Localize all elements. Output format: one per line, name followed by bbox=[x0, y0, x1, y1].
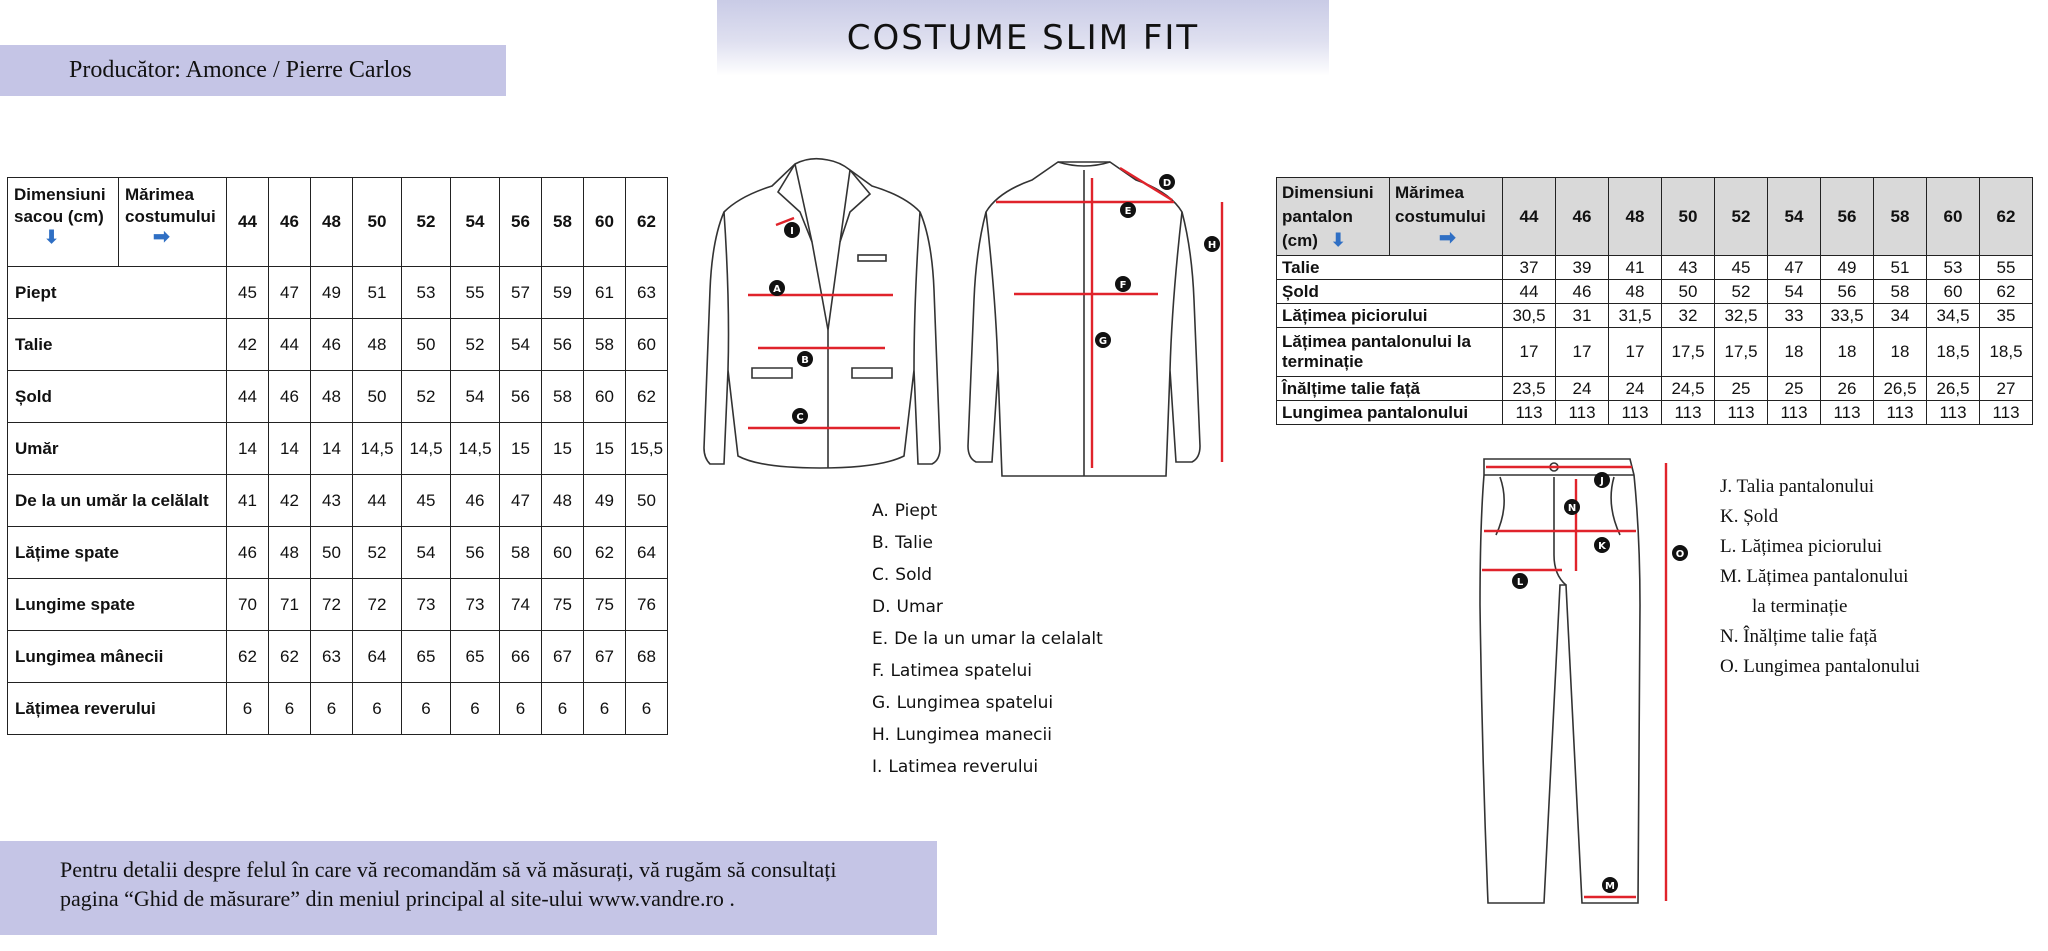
table-cell: 41 bbox=[1609, 256, 1662, 280]
legend-text: Latimea reverului bbox=[888, 757, 1039, 777]
table-cell: 52 bbox=[353, 527, 402, 579]
table-cell: 6 bbox=[311, 683, 353, 735]
table-cell: 64 bbox=[353, 631, 402, 683]
legend-letter: G. bbox=[872, 693, 891, 713]
table-cell: 42 bbox=[269, 475, 311, 527]
legend-item bbox=[872, 687, 1103, 719]
table-row bbox=[1277, 304, 2033, 328]
marker-label: O bbox=[1675, 549, 1685, 560]
marker-label: A bbox=[773, 284, 781, 295]
table-cell: 50 bbox=[1662, 280, 1715, 304]
legend-text: Latimea spatelui bbox=[890, 661, 1032, 681]
jacket-front-diagram bbox=[700, 150, 950, 480]
row-label: Talie bbox=[8, 319, 227, 371]
table-cell: 62 bbox=[269, 631, 311, 683]
table-cell: 46 bbox=[227, 527, 269, 579]
table-cell: 6 bbox=[584, 683, 626, 735]
row-label: Lungime spate bbox=[8, 579, 227, 631]
marker-label: C bbox=[796, 412, 804, 423]
jacket-size-table bbox=[7, 177, 668, 735]
legend-letter: H. bbox=[872, 725, 890, 745]
table-cell: 32,5 bbox=[1715, 304, 1768, 328]
arrow-right-icon: ➡ bbox=[153, 226, 170, 248]
table-cell: 53 bbox=[1927, 256, 1980, 280]
legend-letter: I. bbox=[872, 757, 883, 777]
table-cell: 113 bbox=[1503, 401, 1556, 425]
table-cell: 24 bbox=[1556, 377, 1609, 401]
table-cell: 50 bbox=[353, 371, 402, 423]
legend-letter: B. bbox=[872, 533, 890, 553]
table-cell: 18 bbox=[1874, 328, 1927, 377]
table-row bbox=[1277, 256, 2033, 280]
legend-item: O. Lungimea pantalonului bbox=[1720, 656, 1920, 677]
page-title: COSTUME SLIM FIT bbox=[846, 18, 1200, 58]
table-cell: 60 bbox=[542, 527, 584, 579]
table-cell: 48 bbox=[542, 475, 584, 527]
row-label: Șold bbox=[8, 371, 227, 423]
table-cell: 45 bbox=[1715, 256, 1768, 280]
table-cell: 46 bbox=[269, 371, 311, 423]
table-cell: 49 bbox=[311, 267, 353, 319]
table-cell: 51 bbox=[353, 267, 402, 319]
size-header: 48 bbox=[311, 178, 353, 267]
table-cell: 52 bbox=[451, 319, 500, 371]
table-cell: 62 bbox=[227, 631, 269, 683]
table-cell: 58 bbox=[542, 371, 584, 423]
marker-label: D bbox=[1162, 178, 1172, 189]
table-cell: 64 bbox=[626, 527, 668, 579]
table-cell: 14,5 bbox=[451, 423, 500, 475]
marker-label: E bbox=[1124, 206, 1132, 217]
table-cell: 113 bbox=[1927, 401, 1980, 425]
table-cell: 47 bbox=[1768, 256, 1821, 280]
table-cell: 24,5 bbox=[1662, 377, 1715, 401]
table-cell: 44 bbox=[269, 319, 311, 371]
arrow-down-icon: ⬇ bbox=[1330, 230, 1346, 250]
table-cell: 33 bbox=[1768, 304, 1821, 328]
table-cell: 33,5 bbox=[1821, 304, 1874, 328]
table-cell: 30,5 bbox=[1503, 304, 1556, 328]
legend-letter: D. bbox=[872, 597, 891, 617]
note-line: pagina “Ghid de măsurare” din meniul principal al site-ului www.vandre.ro . bbox=[60, 886, 735, 911]
table-cell: 48 bbox=[353, 319, 402, 371]
table-cell: 70 bbox=[227, 579, 269, 631]
pants-table-body bbox=[1277, 256, 2033, 425]
size-header: 44 bbox=[1503, 178, 1556, 256]
size-header: 52 bbox=[402, 178, 451, 267]
jacket-table-header bbox=[8, 178, 668, 267]
table-cell: 113 bbox=[1874, 401, 1927, 425]
table-cell: 56 bbox=[500, 371, 542, 423]
table-cell: 54 bbox=[500, 319, 542, 371]
table-cell: 15 bbox=[584, 423, 626, 475]
legend-letter: E. bbox=[872, 629, 889, 649]
table-cell: 50 bbox=[402, 319, 451, 371]
table-cell: 17 bbox=[1556, 328, 1609, 377]
row-label: Lățime spate bbox=[8, 527, 227, 579]
jacket-table-body bbox=[8, 267, 668, 735]
row-label: Lățimea reverului bbox=[8, 683, 227, 735]
legend-letter: A. bbox=[872, 501, 889, 521]
table-cell: 6 bbox=[227, 683, 269, 735]
table-cell: 48 bbox=[311, 371, 353, 423]
legend-text: De la un umar la celalalt bbox=[894, 629, 1103, 649]
table-cell: 59 bbox=[542, 267, 584, 319]
jacket-back-diagram bbox=[960, 150, 1240, 480]
table-cell: 65 bbox=[451, 631, 500, 683]
table-row bbox=[8, 475, 668, 527]
table-row bbox=[1277, 377, 2033, 401]
legend-item: N. Înălțime talie față bbox=[1720, 626, 1878, 647]
table-cell: 26,5 bbox=[1874, 377, 1927, 401]
marker-label: I bbox=[790, 226, 794, 237]
table-cell: 113 bbox=[1715, 401, 1768, 425]
jacket-measure-legend bbox=[872, 495, 1103, 783]
legend-item bbox=[872, 719, 1103, 751]
table-cell: 25 bbox=[1768, 377, 1821, 401]
marker-label: B bbox=[801, 355, 809, 366]
legend-item bbox=[872, 559, 1103, 591]
pants-dimension-header: Dimensiuni pantalon (cm) ⬇ bbox=[1277, 178, 1390, 256]
table-cell: 60 bbox=[1927, 280, 1980, 304]
marker-label: K bbox=[1598, 541, 1606, 552]
table-cell: 58 bbox=[584, 319, 626, 371]
table-cell: 44 bbox=[353, 475, 402, 527]
table-cell: 14 bbox=[227, 423, 269, 475]
legend-item: la terminație bbox=[1752, 596, 1848, 617]
jacket-dimension-header: Dimensiuni sacou (cm) ⬇ bbox=[8, 178, 119, 267]
pants-size-table bbox=[1276, 177, 2033, 425]
table-cell: 113 bbox=[1662, 401, 1715, 425]
size-header: 60 bbox=[1927, 178, 1980, 256]
title-banner bbox=[717, 0, 1329, 76]
table-cell: 43 bbox=[1662, 256, 1715, 280]
table-cell: 68 bbox=[626, 631, 668, 683]
table-cell: 44 bbox=[227, 371, 269, 423]
legend-text: Umar bbox=[896, 597, 943, 617]
table-row bbox=[8, 683, 668, 735]
row-label: De la un umăr la celălalt bbox=[8, 475, 227, 527]
marker-label: G bbox=[1098, 336, 1108, 347]
table-cell: 42 bbox=[227, 319, 269, 371]
size-header: 52 bbox=[1715, 178, 1768, 256]
table-cell: 52 bbox=[402, 371, 451, 423]
table-cell: 46 bbox=[1556, 280, 1609, 304]
table-row bbox=[8, 527, 668, 579]
table-cell: 62 bbox=[584, 527, 626, 579]
table-cell: 48 bbox=[269, 527, 311, 579]
size-header: 54 bbox=[451, 178, 500, 267]
measurement-guide-note bbox=[0, 841, 937, 935]
table-cell: 26,5 bbox=[1927, 377, 1980, 401]
row-label: Talie bbox=[1277, 256, 1503, 280]
table-cell: 37 bbox=[1503, 256, 1556, 280]
legend-text: Lungimea spatelui bbox=[896, 693, 1054, 713]
legend-item: J. Talia pantalonului bbox=[1720, 476, 1874, 497]
table-cell: 49 bbox=[1821, 256, 1874, 280]
note-line: Pentru detalii despre felul în care vă recomandăm să vă măsurați, vă rugăm să consultați bbox=[60, 857, 837, 882]
legend-text: Piept bbox=[894, 501, 938, 521]
table-cell: 51 bbox=[1874, 256, 1927, 280]
table-cell: 75 bbox=[584, 579, 626, 631]
size-header: 60 bbox=[584, 178, 626, 267]
arrow-right-icon: ➡ bbox=[1439, 227, 1456, 249]
table-cell: 27 bbox=[1980, 377, 2033, 401]
size-header: 50 bbox=[1662, 178, 1715, 256]
table-row bbox=[1277, 280, 2033, 304]
table-cell: 6 bbox=[542, 683, 584, 735]
table-cell: 39 bbox=[1556, 256, 1609, 280]
size-header: 62 bbox=[1980, 178, 2033, 256]
marker-label: F bbox=[1119, 280, 1127, 291]
table-cell: 15 bbox=[542, 423, 584, 475]
legend-letter: F. bbox=[872, 661, 885, 681]
table-cell: 67 bbox=[584, 631, 626, 683]
table-cell: 6 bbox=[402, 683, 451, 735]
table-cell: 71 bbox=[269, 579, 311, 631]
legend-letter: C. bbox=[872, 565, 890, 585]
row-label: Lățimea piciorului bbox=[1277, 304, 1503, 328]
table-cell: 18,5 bbox=[1980, 328, 2033, 377]
legend-item bbox=[872, 623, 1103, 655]
table-cell: 45 bbox=[227, 267, 269, 319]
table-cell: 15,5 bbox=[626, 423, 668, 475]
size-header: 56 bbox=[500, 178, 542, 267]
arrow-down-icon: ⬇ bbox=[44, 227, 60, 247]
table-cell: 61 bbox=[584, 267, 626, 319]
table-row bbox=[1277, 328, 2033, 377]
pants-size-header: Mărimea costumului ➡ bbox=[1390, 178, 1503, 256]
row-label: Lățimea pantalonului la terminație bbox=[1277, 328, 1503, 377]
legend-text: Talie bbox=[895, 533, 933, 553]
marker-label: H bbox=[1207, 240, 1217, 251]
row-label: Lungimea pantalonului bbox=[1277, 401, 1503, 425]
marker-label: M bbox=[1605, 881, 1615, 892]
legend-text: Lungimea manecii bbox=[895, 725, 1052, 745]
table-cell: 56 bbox=[451, 527, 500, 579]
table-cell: 74 bbox=[500, 579, 542, 631]
pants-table-header bbox=[1277, 178, 2033, 256]
table-cell: 25 bbox=[1715, 377, 1768, 401]
size-header: 46 bbox=[1556, 178, 1609, 256]
marker-label: N bbox=[1567, 503, 1577, 514]
table-cell: 14 bbox=[311, 423, 353, 475]
size-header: 44 bbox=[227, 178, 269, 267]
table-cell: 65 bbox=[402, 631, 451, 683]
size-header: 56 bbox=[1821, 178, 1874, 256]
table-cell: 46 bbox=[311, 319, 353, 371]
row-label: Șold bbox=[1277, 280, 1503, 304]
table-cell: 26 bbox=[1821, 377, 1874, 401]
table-row bbox=[8, 579, 668, 631]
pants-measure-legend bbox=[1720, 472, 1920, 682]
table-cell: 18 bbox=[1768, 328, 1821, 377]
table-cell: 72 bbox=[311, 579, 353, 631]
table-row bbox=[8, 423, 668, 475]
row-label: Piept bbox=[8, 267, 227, 319]
table-cell: 41 bbox=[227, 475, 269, 527]
legend-item bbox=[872, 655, 1103, 687]
table-cell: 14,5 bbox=[402, 423, 451, 475]
table-cell: 14 bbox=[269, 423, 311, 475]
pants-diagram bbox=[1470, 455, 1700, 915]
table-cell: 60 bbox=[584, 371, 626, 423]
table-cell: 6 bbox=[500, 683, 542, 735]
table-cell: 47 bbox=[500, 475, 542, 527]
table-cell: 55 bbox=[1980, 256, 2033, 280]
table-cell: 72 bbox=[353, 579, 402, 631]
table-cell: 48 bbox=[1609, 280, 1662, 304]
table-cell: 31 bbox=[1556, 304, 1609, 328]
table-cell: 113 bbox=[1821, 401, 1874, 425]
size-header: 58 bbox=[1874, 178, 1927, 256]
table-cell: 17 bbox=[1503, 328, 1556, 377]
table-cell: 17 bbox=[1609, 328, 1662, 377]
table-cell: 45 bbox=[402, 475, 451, 527]
table-cell: 32 bbox=[1662, 304, 1715, 328]
table-cell: 17,5 bbox=[1662, 328, 1715, 377]
table-cell: 54 bbox=[451, 371, 500, 423]
table-cell: 6 bbox=[269, 683, 311, 735]
table-cell: 46 bbox=[451, 475, 500, 527]
table-cell: 50 bbox=[311, 527, 353, 579]
table-cell: 73 bbox=[402, 579, 451, 631]
table-cell: 50 bbox=[626, 475, 668, 527]
table-row bbox=[8, 319, 668, 371]
table-cell: 75 bbox=[542, 579, 584, 631]
table-cell: 17,5 bbox=[1715, 328, 1768, 377]
producer-label: Producător: Amonce / Pierre Carlos bbox=[0, 45, 506, 96]
table-cell: 35 bbox=[1980, 304, 2033, 328]
size-header: 58 bbox=[542, 178, 584, 267]
table-cell: 44 bbox=[1503, 280, 1556, 304]
table-row bbox=[8, 371, 668, 423]
size-header: 48 bbox=[1609, 178, 1662, 256]
marker-label: L bbox=[1516, 577, 1524, 588]
marker-label: J bbox=[1600, 476, 1604, 487]
table-cell: 66 bbox=[500, 631, 542, 683]
table-cell: 53 bbox=[402, 267, 451, 319]
legend-item bbox=[872, 751, 1103, 783]
row-label: Lungimea mânecii bbox=[8, 631, 227, 683]
table-cell: 113 bbox=[1980, 401, 2033, 425]
size-header: 54 bbox=[1768, 178, 1821, 256]
table-cell: 57 bbox=[500, 267, 542, 319]
table-cell: 60 bbox=[626, 319, 668, 371]
table-cell: 55 bbox=[451, 267, 500, 319]
table-cell: 56 bbox=[1821, 280, 1874, 304]
legend-item: K. Șold bbox=[1720, 506, 1779, 527]
table-cell: 76 bbox=[626, 579, 668, 631]
table-cell: 58 bbox=[1874, 280, 1927, 304]
table-cell: 23,5 bbox=[1503, 377, 1556, 401]
table-cell: 43 bbox=[311, 475, 353, 527]
table-cell: 54 bbox=[1768, 280, 1821, 304]
table-cell: 34 bbox=[1874, 304, 1927, 328]
size-header: 62 bbox=[626, 178, 668, 267]
table-cell: 58 bbox=[500, 527, 542, 579]
size-header: 46 bbox=[269, 178, 311, 267]
table-cell: 6 bbox=[353, 683, 402, 735]
row-label: Umăr bbox=[8, 423, 227, 475]
legend-item bbox=[872, 591, 1103, 623]
legend-item: L. Lățimea piciorului bbox=[1720, 536, 1882, 557]
table-cell: 6 bbox=[626, 683, 668, 735]
table-row bbox=[8, 267, 668, 319]
table-cell: 15 bbox=[500, 423, 542, 475]
table-cell: 73 bbox=[451, 579, 500, 631]
table-cell: 63 bbox=[626, 267, 668, 319]
table-cell: 113 bbox=[1556, 401, 1609, 425]
table-cell: 49 bbox=[584, 475, 626, 527]
jacket-size-header: Mărimea costumului ➡ bbox=[119, 178, 227, 267]
table-cell: 18,5 bbox=[1927, 328, 1980, 377]
row-label: Înălțime talie față bbox=[1277, 377, 1503, 401]
table-row bbox=[8, 631, 668, 683]
legend-item: M. Lățimea pantalonului bbox=[1720, 566, 1909, 587]
legend-item bbox=[872, 527, 1103, 559]
table-cell: 62 bbox=[626, 371, 668, 423]
table-cell: 31,5 bbox=[1609, 304, 1662, 328]
table-cell: 113 bbox=[1609, 401, 1662, 425]
table-cell: 62 bbox=[1980, 280, 2033, 304]
legend-item bbox=[872, 495, 1103, 527]
table-cell: 63 bbox=[311, 631, 353, 683]
table-cell: 52 bbox=[1715, 280, 1768, 304]
table-row bbox=[1277, 401, 2033, 425]
legend-text: Sold bbox=[895, 565, 932, 585]
table-cell: 6 bbox=[451, 683, 500, 735]
table-cell: 18 bbox=[1821, 328, 1874, 377]
table-cell: 34,5 bbox=[1927, 304, 1980, 328]
table-cell: 67 bbox=[542, 631, 584, 683]
table-cell: 47 bbox=[269, 267, 311, 319]
table-cell: 54 bbox=[402, 527, 451, 579]
size-header: 50 bbox=[353, 178, 402, 267]
table-cell: 56 bbox=[542, 319, 584, 371]
table-cell: 24 bbox=[1609, 377, 1662, 401]
table-cell: 14,5 bbox=[353, 423, 402, 475]
table-cell: 113 bbox=[1768, 401, 1821, 425]
